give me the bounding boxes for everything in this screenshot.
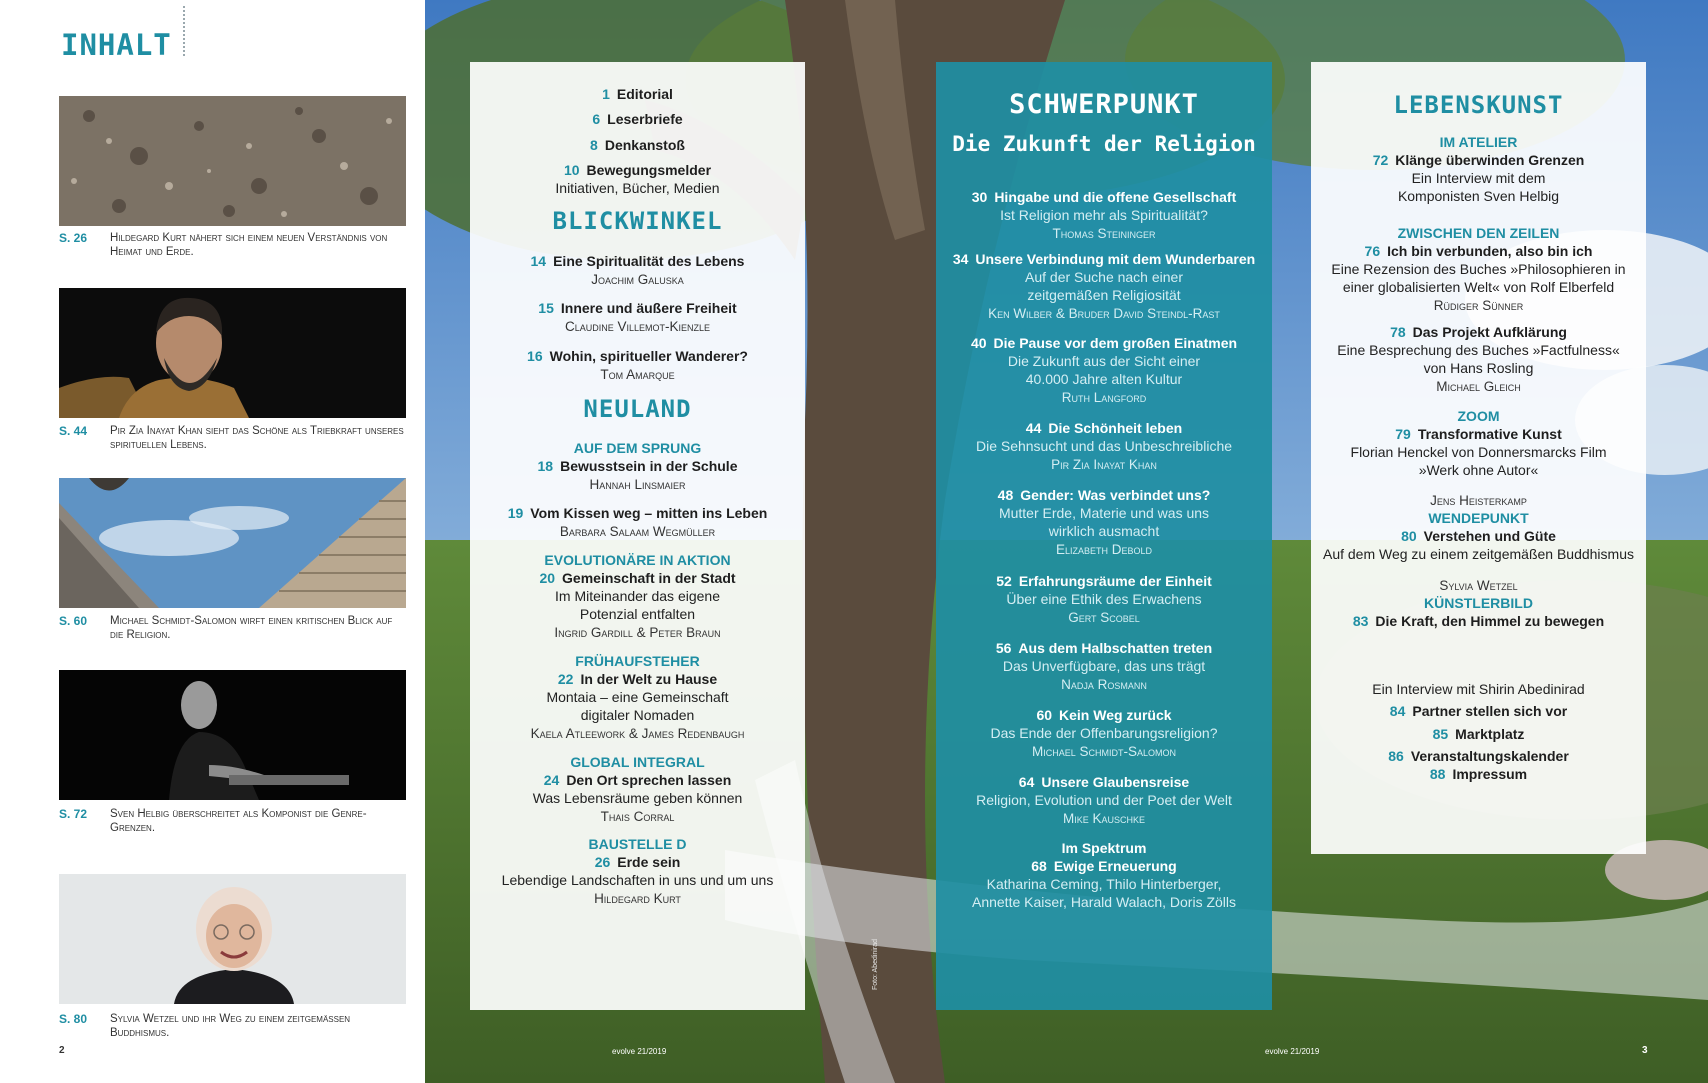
- entry-subtitle: Ein Interview mit Shirin Abedinirad: [1372, 681, 1585, 697]
- entry-title[interactable]: Unsere Glaubensreise: [1041, 774, 1190, 790]
- entry-title[interactable]: Aus dem Halbschatten treten: [1018, 640, 1213, 656]
- toc-entry[interactable]: [1311, 747, 1646, 766]
- entry-title[interactable]: Kein Weg zurück: [1059, 707, 1172, 723]
- man-at-piano-image: [59, 670, 406, 800]
- entry-subtitle: Ein Interview mit dem: [1411, 170, 1546, 186]
- magazine-name: evolve: [1265, 1047, 1289, 1056]
- entry-subtitle: »Werk ohne Autor«: [1418, 462, 1539, 478]
- page-number-link[interactable]: 68: [1031, 858, 1047, 874]
- entry-subtitle: Die Zukunft aus der Sicht einer: [1007, 353, 1201, 369]
- page-number-link[interactable]: 6: [592, 111, 601, 127]
- entry-subtitle: Eine Rezension des Buches »Philosophieren in: [1331, 261, 1626, 277]
- toc-entry[interactable]: [470, 504, 805, 523]
- entry-subtitle: Ist Religion mehr als Spiritualität?: [1000, 207, 1208, 223]
- soil-texture-image: [59, 96, 406, 226]
- entry-author: Sylvia Wetzel: [1439, 578, 1518, 593]
- page-number-link[interactable]: 52: [996, 573, 1012, 589]
- entry-title[interactable]: Das Projekt Aufklärung: [1412, 324, 1567, 340]
- entry-subtitle: Was Lebensräume geben können: [532, 790, 743, 806]
- page-number-link[interactable]: 83: [1352, 613, 1369, 629]
- toc-entry[interactable]: [1311, 425, 1646, 444]
- toc-entry[interactable]: [470, 771, 805, 790]
- page-number-link[interactable]: 24: [543, 772, 560, 788]
- magazine-footer-left: [612, 1047, 666, 1056]
- magazine-name: evolve: [612, 1047, 636, 1056]
- issue-number: 21/2019: [637, 1047, 667, 1056]
- toc-panel-schwerpunkt: [936, 62, 1272, 1010]
- entry-subtitle: digitaler Nomaden: [580, 707, 695, 723]
- entry-author: Pir Zia Inayat Khan: [1051, 457, 1157, 472]
- entry-author: Nadja Rosmann: [1061, 677, 1147, 692]
- page-number-link[interactable]: 19: [507, 505, 524, 521]
- entry-title[interactable]: Eine Spiritualität des Lebens: [553, 253, 745, 269]
- entry-author: Michael Schmidt-Salomon: [1031, 744, 1176, 759]
- teaser-page-ref[interactable]: S. 72: [59, 807, 88, 821]
- entry-title[interactable]: Ich bin verbunden, also bin ich: [1387, 243, 1593, 259]
- photo-credit: Foto: Abedinirad: [872, 939, 879, 990]
- toc-entry[interactable]: [470, 347, 805, 366]
- entry-author: Michael Gleich: [1436, 379, 1521, 394]
- bearded-man-image: [59, 288, 406, 418]
- entry-title[interactable]: Marktplatz: [1455, 726, 1525, 742]
- entry-subtitle: Die Sehnsucht und das Unbeschreibliche: [975, 438, 1233, 454]
- entry-subtitle: einer globalisierten Welt« von Rolf Elberfeld: [1342, 279, 1615, 295]
- page-number-link[interactable]: 8: [590, 137, 598, 153]
- page-number-link[interactable]: 30: [971, 189, 988, 205]
- entry-subtitle: Annette Kaiser, Harald Walach, Doris Zölls: [971, 894, 1237, 910]
- teaser-text: Pir Zia Inayat Khan sieht das Schöne als Triebkraft unseres spirituellen Lebens.: [110, 425, 404, 451]
- toc-entry[interactable]: [1311, 702, 1646, 721]
- toc-entry[interactable]: [1311, 527, 1646, 546]
- entry-title[interactable]: Wohin, spiritueller Wanderer?: [549, 348, 748, 364]
- entry-subtitle: wirklich ausmacht: [1048, 523, 1160, 539]
- rubric-heading: BAUSTELLE D: [588, 836, 687, 852]
- entry-subtitle: 40.000 Jahre alten Kultur: [1025, 371, 1183, 387]
- page-number-link[interactable]: 15: [538, 300, 554, 316]
- toc-entry[interactable]: [1311, 151, 1646, 170]
- teaser-text: Michael Schmidt-Salomon wirft einen kritischen Blick auf die Religion.: [110, 615, 393, 641]
- toc-entry[interactable]: [470, 161, 805, 180]
- toc-entry[interactable]: [936, 486, 1272, 505]
- entry-author: Hildegard Kurt: [594, 891, 681, 906]
- toc-entry[interactable]: [1311, 765, 1646, 784]
- rubric-heading: ZOOM: [1457, 408, 1500, 424]
- toc-entry[interactable]: [1311, 323, 1646, 342]
- page-number: 3: [1642, 1045, 1648, 1056]
- entry-subtitle: Religion, Evolution und der Poet der Welt: [976, 792, 1232, 808]
- entry-author: Claudine Villemot-Kienzle: [564, 319, 711, 334]
- entry-title[interactable]: Erde sein: [617, 854, 681, 870]
- page-number-link[interactable]: 48: [997, 487, 1014, 503]
- toc-entry[interactable]: [936, 839, 1272, 858]
- rubric-heading: EVOLUTIONÄRE IN AKTION: [544, 552, 731, 568]
- teaser-text: Sven Helbig überschreitet als Komponist die Genre-Grenzen.: [110, 808, 367, 834]
- entry-title[interactable]: Die Pause vor dem großen Einatmen: [993, 335, 1238, 351]
- entry-subtitle: Eine Besprechung des Buches »Factfulness«: [1337, 342, 1620, 358]
- page-number-link[interactable]: 56: [995, 640, 1012, 656]
- staircase-image: [59, 478, 406, 608]
- entry-title[interactable]: In der Welt zu Hause: [580, 671, 718, 687]
- entry-subtitle: Lebendige Landschaften in uns und um uns: [501, 872, 774, 888]
- entry-author: Tom Amarque: [600, 367, 675, 382]
- entry-subtitle: von Hans Rosling: [1423, 360, 1534, 376]
- entry-subtitle: Potenzial entfalten: [579, 606, 696, 622]
- entry-title[interactable]: Klänge überwinden Grenzen: [1395, 152, 1585, 168]
- teaser-page-ref[interactable]: S. 80: [59, 1012, 88, 1026]
- page-number-link[interactable]: 76: [1364, 243, 1381, 259]
- entry-author: Ruth Langford: [1061, 390, 1147, 405]
- toc-entry[interactable]: [936, 250, 1272, 269]
- toc-entry[interactable]: [470, 670, 805, 689]
- entry-subtitle: Florian Henckel von Donnersmarcks Film: [1350, 444, 1607, 460]
- page-number-link[interactable]: 84: [1389, 703, 1406, 719]
- rubric-heading: KÜNSTLERBILD: [1424, 595, 1533, 611]
- page-number-link[interactable]: 26: [594, 854, 611, 870]
- entry-author: Ken Wilber & Bruder David Steindl-Rast: [988, 306, 1220, 321]
- entry-subtitle: Initiativen, Bücher, Medien: [555, 180, 720, 196]
- page-number: 2: [59, 1045, 65, 1056]
- page-number-link[interactable]: 72: [1372, 152, 1389, 168]
- toc-entry[interactable]: [1311, 242, 1646, 261]
- entry-subtitle: Auf der Suche nach einer: [1025, 269, 1183, 285]
- toc-entry[interactable]: [936, 419, 1272, 438]
- entry-title[interactable]: Vom Kissen weg – mitten ins Leben: [530, 505, 768, 521]
- entry-title[interactable]: Gender: Was verbindet uns?: [1020, 487, 1211, 503]
- teaser-page-ref[interactable]: S. 44: [59, 424, 88, 438]
- entry-subtitle: Das Unverfügbare, das uns trägt: [1002, 658, 1206, 674]
- page-number-link[interactable]: 60: [1036, 707, 1053, 723]
- entry-title[interactable]: Impressum: [1452, 766, 1528, 782]
- entry-title[interactable]: Transformative Kunst: [1417, 426, 1562, 442]
- entry-subtitle: Montaia – eine Gemeinschaft: [546, 689, 729, 705]
- entry-title[interactable]: Unsere Verbindung mit dem Wunderbaren: [975, 251, 1256, 267]
- rubric-heading: GLOBAL INTEGRAL: [570, 754, 705, 770]
- toc-entry[interactable]: [1311, 725, 1646, 744]
- page-number-link[interactable]: 79: [1395, 426, 1411, 442]
- toc-entry[interactable]: [936, 188, 1272, 207]
- entry-author: Barbara Salaam Wegmüller: [559, 524, 716, 539]
- entry-title[interactable]: Innere und äußere Freiheit: [560, 300, 737, 316]
- entry-title[interactable]: Leserbriefe: [607, 111, 683, 127]
- page-number-link[interactable]: 86: [1388, 748, 1404, 764]
- page-number-link[interactable]: 18: [537, 458, 554, 474]
- entry-subtitle: Das Ende der Offenbarungsreligion?: [990, 725, 1218, 741]
- page-number-link[interactable]: 16: [527, 348, 543, 364]
- section-heading: SCHWERPUNKT: [1009, 89, 1199, 120]
- page-number-link[interactable]: 22: [557, 671, 574, 687]
- rubric-heading: FRÜHAUFSTEHER: [575, 653, 700, 669]
- entry-author: Kaela Atleework & James Redenbaugh: [530, 726, 745, 741]
- page-number-link[interactable]: 64: [1018, 774, 1035, 790]
- entry-title[interactable]: Den Ort sprechen lassen: [566, 772, 732, 788]
- rubric-heading: AUF DEM SPRUNG: [573, 440, 702, 456]
- page-number-link[interactable]: 80: [1401, 528, 1417, 544]
- page-number-link[interactable]: 1: [602, 86, 610, 102]
- entry-title[interactable]: Bewusstsein in der Schule: [560, 458, 738, 474]
- entry-title[interactable]: Gemeinschaft in der Stadt: [562, 570, 736, 586]
- toc-entry[interactable]: [470, 110, 805, 129]
- page-number-link[interactable]: 34: [952, 251, 969, 267]
- entry-author: Elizabeth Debold: [1055, 542, 1153, 557]
- toc-entry[interactable]: [936, 706, 1272, 725]
- toc-entry[interactable]: [470, 569, 805, 588]
- toc-entry[interactable]: [1311, 612, 1646, 631]
- entry-author: Mike Kauschke: [1062, 811, 1146, 826]
- toc-entry[interactable]: [936, 639, 1272, 658]
- entry-title[interactable]: Partner stellen sich vor: [1412, 703, 1568, 719]
- entry-author: Thomas Steininger: [1052, 226, 1156, 241]
- entry-subtitle: Über eine Ethik des Erwachens: [1006, 591, 1202, 607]
- toc-entry[interactable]: [470, 85, 805, 104]
- page-number-link[interactable]: 44: [1025, 420, 1042, 436]
- entry-subtitle: Katharina Ceming, Thilo Hinterberger,: [986, 876, 1222, 892]
- page-number-link[interactable]: 85: [1432, 726, 1449, 742]
- entry-subtitle: Im Miteinander das eigene: [555, 588, 720, 604]
- smiling-woman-image: [59, 874, 406, 1004]
- toc-entry[interactable]: [936, 572, 1272, 591]
- toc-entry[interactable]: [936, 773, 1272, 792]
- section-subheading: Die Zukunft der Religion: [952, 132, 1256, 156]
- rubric-heading: WENDEPUNKT: [1428, 510, 1529, 526]
- entry-author: Rüdiger Sünner: [1433, 298, 1524, 313]
- entry-author: Ingrid Gardill & Peter Braun: [554, 625, 721, 640]
- toc-entry[interactable]: [936, 334, 1272, 353]
- entry-title[interactable]: Editorial: [616, 86, 673, 102]
- entry-title[interactable]: Veranstaltungskalender: [1410, 748, 1569, 764]
- entry-title[interactable]: Verstehen und Güte: [1423, 528, 1556, 544]
- entry-title[interactable]: Denkanstoß: [604, 137, 685, 153]
- entry-subtitle: Auf dem Weg zu einem zeitgemäßen Buddhismus: [1322, 546, 1634, 562]
- section-heading: LEBENSKUNST: [1393, 91, 1564, 119]
- page-number-link[interactable]: 40: [970, 335, 987, 351]
- rubric-heading: IM ATELIER: [1439, 134, 1518, 150]
- title-divider: [183, 6, 185, 56]
- left-page: [0, 0, 425, 1083]
- entry-title[interactable]: Hingabe und die offene Gesellschaft: [994, 189, 1237, 205]
- entry-subtitle: Komponisten Sven Helbig: [1397, 188, 1560, 204]
- entry-title[interactable]: Im Spektrum: [1061, 840, 1147, 856]
- entry-title[interactable]: Die Kraft, den Himmel zu bewegen: [1375, 613, 1605, 629]
- toc-entry[interactable]: [470, 853, 805, 872]
- teaser-text: Sylvia Wetzel und ihr Weg zu einem zeitgemässen Buddhismus.: [110, 1013, 351, 1039]
- entry-title[interactable]: Die Schönheit leben: [1048, 420, 1183, 436]
- rubric-heading: ZWISCHEN DEN ZEILEN: [1397, 225, 1560, 241]
- entry-title[interactable]: Erfahrungsräume der Einheit: [1018, 573, 1212, 589]
- magazine-footer-right: [1265, 1047, 1319, 1056]
- entry-author: Jens Heisterkamp: [1430, 493, 1527, 508]
- page-number-link[interactable]: 14: [530, 253, 547, 269]
- page-number-link[interactable]: 88: [1429, 766, 1446, 782]
- entry-subtitle: zeitgemäßen Religiosität: [1027, 287, 1181, 303]
- entry-title[interactable]: Bewegungsmelder: [586, 162, 712, 178]
- page-number-link[interactable]: 20: [539, 570, 556, 586]
- teaser-page-ref[interactable]: S. 26: [59, 231, 88, 245]
- entry-title[interactable]: Ewige Erneuerung: [1053, 858, 1177, 874]
- toc-panel-lebenskunst: [1311, 62, 1646, 854]
- toc-entry[interactable]: [470, 457, 805, 476]
- entry-author: Hannah Linsmaier: [589, 477, 686, 492]
- toc-entry[interactable]: [936, 857, 1272, 876]
- entry-author: Joachim Galuska: [591, 272, 684, 287]
- toc-entry[interactable]: [470, 299, 805, 318]
- section-heading: NEULAND: [583, 395, 692, 423]
- section-heading: BLICKWINKEL: [552, 207, 723, 235]
- toc-entry[interactable]: [470, 136, 805, 155]
- teaser-page-ref[interactable]: S. 60: [59, 614, 88, 628]
- toc-entry[interactable]: [470, 252, 805, 271]
- entry-author: Thais Corral: [600, 809, 675, 824]
- page-number-link[interactable]: 10: [563, 162, 580, 178]
- teaser-text: Hildegard Kurt nähert sich einem neuen Verständnis von Heimat und Erde.: [110, 232, 388, 258]
- page-number-link[interactable]: 78: [1390, 324, 1406, 340]
- entry-author: Gert Scobel: [1068, 610, 1140, 625]
- issue-number: 21/2019: [1290, 1047, 1320, 1056]
- entry-subtitle: Mutter Erde, Materie und was uns: [998, 505, 1210, 521]
- page-title: INHALT: [61, 28, 172, 62]
- toc-panel-general: [470, 62, 805, 1010]
